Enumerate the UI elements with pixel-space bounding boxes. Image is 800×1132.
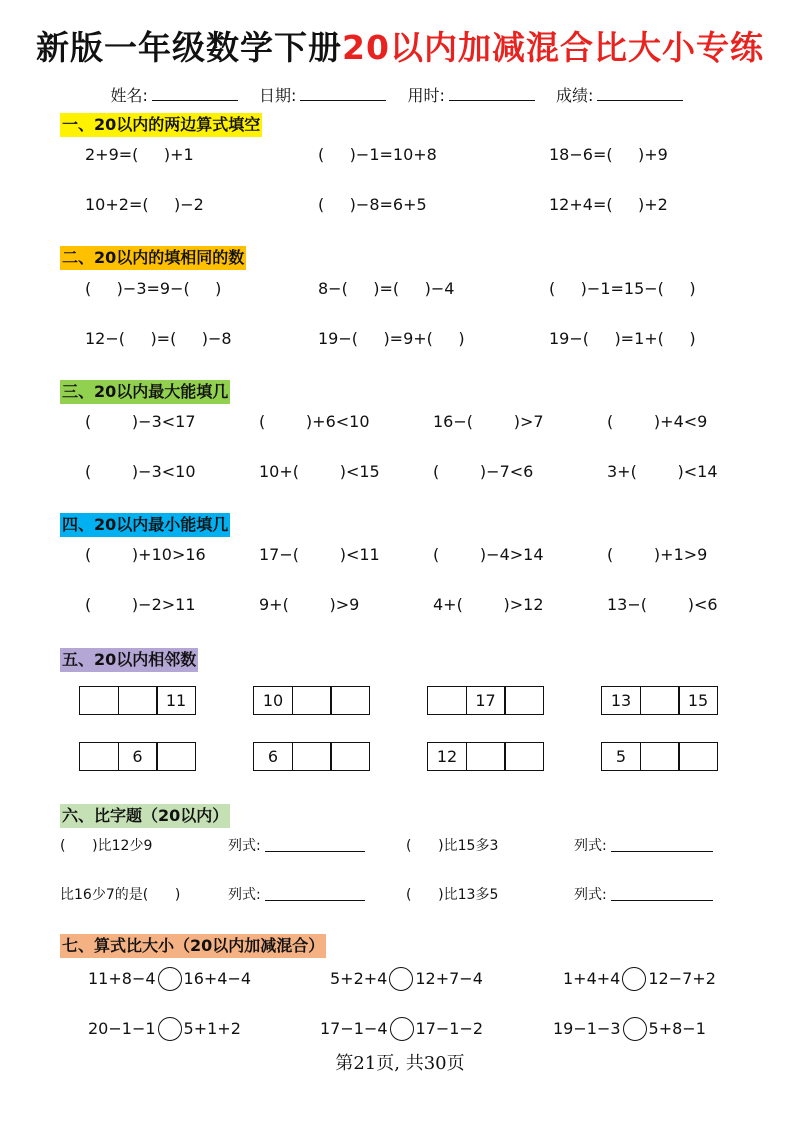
s2-item: 12−( )=( )−8 (85, 329, 232, 348)
right-expression: 16+4−4 (183, 969, 252, 988)
name-blank[interactable] (152, 86, 238, 101)
formula-label: 列式: (228, 838, 261, 854)
left-expression: 17−1−4 (320, 1019, 388, 1038)
neighbor-cell[interactable]: 5 (601, 742, 641, 771)
s6-question: 比16少7的是( ) (60, 887, 181, 903)
neighbor-cell[interactable] (292, 686, 332, 715)
page-title (0, 22, 800, 69)
formula-label: 列式: (574, 838, 607, 854)
neighbor-cell[interactable] (330, 742, 370, 771)
s4-item: 9+( )>9 (259, 595, 360, 614)
right-expression: 12+7−4 (415, 969, 483, 988)
comparison-item (553, 1017, 706, 1041)
s6-question: ( )比12少9 (60, 838, 153, 854)
s2-item: 19−( )=9+( ) (318, 329, 465, 348)
s4-item: ( )+1>9 (607, 545, 708, 564)
s4-item: ( )−2>11 (85, 595, 196, 614)
neighbor-cell[interactable]: 15 (678, 686, 718, 715)
s4-item: ( )−4>14 (433, 545, 544, 564)
section-4-heading: 四、20以内最小能填几 (60, 513, 230, 537)
s3-item: ( )−3<10 (85, 462, 196, 481)
s3-item: ( )+6<10 (259, 412, 370, 431)
section-2-heading: 二、20以内的填相同的数 (60, 246, 246, 270)
neighbor-cell[interactable] (427, 686, 467, 715)
neighbor-cell[interactable]: 6 (118, 742, 158, 771)
time-label: 用时: (407, 86, 445, 105)
compare-circle[interactable] (622, 967, 646, 991)
comparison-item (88, 967, 251, 991)
comparison-item (320, 1017, 483, 1041)
compare-circle[interactable] (389, 967, 413, 991)
compare-circle[interactable] (158, 967, 182, 991)
neighbor-cell[interactable] (118, 686, 158, 715)
neighbor-cell[interactable] (292, 742, 332, 771)
s1-item: 12+4=( )+2 (549, 195, 668, 214)
s4-item: 17−( )<11 (259, 545, 380, 564)
right-expression: 5+1+2 (183, 1019, 241, 1038)
neighbor-cell[interactable] (79, 686, 119, 715)
neighbor-group (79, 686, 196, 715)
left-expression: 5+2+4 (330, 969, 388, 988)
left-expression: 19−1−3 (553, 1019, 621, 1038)
comparison-item (563, 967, 716, 991)
s6-question: ( )比13多5 (406, 887, 499, 903)
s1-item: ( )−8=6+5 (318, 195, 427, 214)
comparison-item (88, 1017, 241, 1041)
neighbor-cell[interactable] (79, 742, 119, 771)
comparison-item (330, 967, 483, 991)
score-blank[interactable] (597, 86, 683, 101)
neighbor-group (79, 742, 196, 771)
neighbor-cell[interactable] (504, 686, 544, 715)
title-part-red: 20以内加减混合比大小专练 (342, 28, 764, 67)
s3-item: 10+( )<15 (259, 462, 380, 481)
right-expression: 17−1−2 (415, 1019, 484, 1038)
right-expression: 12−7+2 (648, 969, 716, 988)
page-footer: 第21页, 共30页 (335, 1053, 465, 1074)
s4-item: ( )+10>16 (85, 545, 206, 564)
neighbor-cell[interactable]: 11 (156, 686, 196, 715)
date-blank[interactable] (300, 86, 386, 101)
left-expression: 1+4+4 (563, 969, 621, 988)
left-expression: 20−1−1 (88, 1019, 156, 1038)
neighbor-cell[interactable] (156, 742, 196, 771)
name-label: 姓名: (110, 86, 148, 105)
s3-item: 16−( )>7 (433, 412, 544, 431)
neighbor-cell[interactable] (504, 742, 544, 771)
s3-item: ( )−3<17 (85, 412, 196, 431)
s2-item: ( )−1=15−( ) (549, 279, 696, 298)
formula-label: 列式: (228, 887, 261, 903)
neighbor-cell[interactable] (640, 686, 680, 715)
s1-item: ( )−1=10+8 (318, 145, 437, 164)
neighbor-cell[interactable]: 13 (601, 686, 641, 715)
neighbor-group (601, 686, 718, 715)
compare-circle[interactable] (390, 1017, 414, 1041)
s1-item: 2+9=( )+1 (85, 145, 194, 164)
section-1-heading: 一、20以内的两边算式填空 (60, 113, 262, 137)
formula-blank[interactable] (611, 851, 713, 852)
neighbor-cell[interactable]: 12 (427, 742, 467, 771)
formula-label: 列式: (574, 887, 607, 903)
score-label: 成绩: (556, 86, 594, 105)
neighbor-cell[interactable] (330, 686, 370, 715)
neighbor-group (427, 686, 544, 715)
neighbor-group (601, 742, 718, 771)
s2-item: 8−( )=( )−4 (318, 279, 455, 298)
neighbor-cell[interactable] (640, 742, 680, 771)
s2-item: 19−( )=1+( ) (549, 329, 696, 348)
neighbor-cell[interactable]: 10 (253, 686, 293, 715)
time-blank[interactable] (449, 86, 535, 101)
neighbor-group (427, 742, 544, 771)
s2-item: ( )−3=9−( ) (85, 279, 222, 298)
section-6-heading: 六、比字题（20以内） (60, 804, 230, 828)
formula-blank[interactable] (265, 900, 365, 901)
formula-blank[interactable] (611, 900, 713, 901)
neighbor-group (253, 742, 370, 771)
s4-item: 4+( )>12 (433, 595, 544, 614)
date-label: 日期: (259, 86, 297, 105)
left-expression: 11+8−4 (88, 969, 156, 988)
neighbor-cell[interactable] (678, 742, 718, 771)
neighbor-cell[interactable]: 17 (466, 686, 506, 715)
s3-item: 3+( )<14 (607, 462, 718, 481)
neighbor-cell[interactable]: 6 (253, 742, 293, 771)
s6-question: ( )比15多3 (406, 838, 499, 854)
section-5-heading: 五、20以内相邻数 (60, 648, 198, 672)
section-7-heading: 七、算式比大小（20以内加减混合） (60, 934, 326, 958)
compare-circle[interactable] (158, 1017, 182, 1041)
section-3-heading: 三、20以内最大能填几 (60, 380, 230, 404)
title-part-black: 新版一年级数学下册 (36, 28, 343, 67)
s3-item: ( )−7<6 (433, 462, 534, 481)
student-info-line (0, 83, 800, 106)
neighbor-cell[interactable] (466, 742, 506, 771)
s1-item: 10+2=( )−2 (85, 195, 204, 214)
right-expression: 5+8−1 (648, 1019, 706, 1038)
formula-blank[interactable] (265, 851, 365, 852)
s4-item: 13−( )<6 (607, 595, 718, 614)
s1-item: 18−6=( )+9 (549, 145, 668, 164)
compare-circle[interactable] (623, 1017, 647, 1041)
neighbor-group (253, 686, 370, 715)
s3-item: ( )+4<9 (607, 412, 708, 431)
